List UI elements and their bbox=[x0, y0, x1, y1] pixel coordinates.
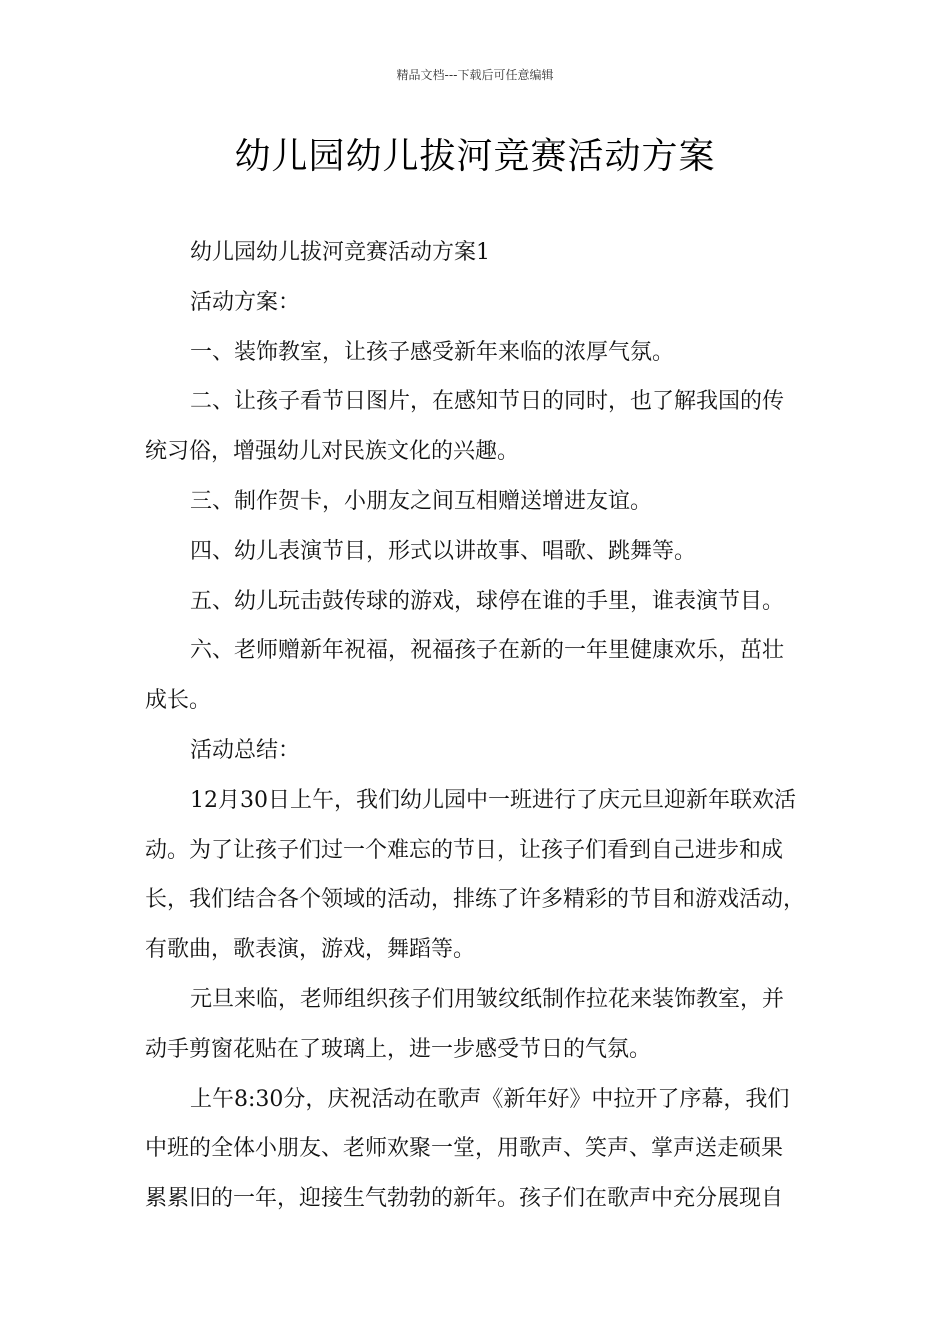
paragraph-line: 有歌曲，歌表演，游戏，舞蹈等。 bbox=[145, 937, 476, 963]
paragraph bbox=[145, 587, 825, 637]
paragraph-line: 活动总结： bbox=[190, 737, 301, 763]
paragraph-line: 长，我们结合各个领域的活动，排练了许多精彩的节目和游戏活动， bbox=[145, 887, 806, 913]
paragraph bbox=[145, 1085, 825, 1234]
paragraph-line: 元旦来临，老师组织孩子们用皱纹纸制作拉花来装饰教室，并 bbox=[190, 986, 785, 1012]
page-header: 精品文档---下载后可任意编辑 bbox=[396, 68, 554, 82]
paragraph-line: 上午8:30分，庆祝活动在歌声《新年好》中拉开了序幕，我们 bbox=[190, 1086, 790, 1112]
paragraph-line: 二、让孩子看节日图片，在感知节日的同时，也了解我国的传 bbox=[190, 389, 785, 415]
paragraph bbox=[145, 238, 825, 288]
paragraph-line: 累累旧的一年，迎接生气勃勃的新年。孩子们在歌声中充分展现自 bbox=[145, 1186, 784, 1212]
paragraph-line: 统习俗，增强幼儿对民族文化的兴趣。 bbox=[145, 439, 520, 465]
document-body bbox=[145, 238, 825, 1234]
paragraph bbox=[145, 636, 825, 736]
paragraph-line: 一、装饰教室，让孩子感受新年来临的浓厚气氛。 bbox=[190, 339, 675, 365]
document-title: 幼儿园幼儿拔河竞赛活动方案 bbox=[234, 136, 716, 177]
paragraph-line: 幼儿园幼儿拔河竞赛活动方案1 bbox=[190, 240, 490, 265]
paragraph-line: 六、老师赠新年祝福，祝福孩子在新的一年里健康欢乐，茁壮 bbox=[190, 638, 785, 664]
paragraph bbox=[145, 487, 825, 537]
paragraph bbox=[145, 387, 825, 487]
paragraph-line: 成长。 bbox=[145, 688, 212, 714]
paragraph-line: 五、幼儿玩击鼓传球的游戏，球停在谁的手里，谁表演节目。 bbox=[190, 588, 785, 614]
paragraph-line: 中班的全体小朋友、老师欢聚一堂，用歌声、笑声、掌声送走硕果 bbox=[145, 1136, 784, 1162]
paragraph-line: 动。为了让孩子们过一个难忘的节日，让孩子们看到自己进步和成 bbox=[145, 837, 784, 863]
paragraph-line: 三、制作贺卡，小朋友之间互相赠送增进友谊。 bbox=[190, 488, 653, 514]
paragraph bbox=[145, 338, 825, 388]
paragraph-line: 12月30日上午，我们幼儿园中一班进行了庆元旦迎新年联欢活 bbox=[190, 787, 796, 813]
paragraph bbox=[145, 985, 825, 1085]
paragraph-line: 四、幼儿表演节目，形式以讲故事、唱歌、跳舞等。 bbox=[190, 538, 697, 564]
paragraph-line: 活动方案： bbox=[190, 289, 301, 315]
paragraph bbox=[145, 736, 825, 786]
paragraph-line: 动手剪窗花贴在了玻璃上，进一步感受节日的气氛。 bbox=[145, 1036, 652, 1062]
paragraph bbox=[145, 288, 825, 338]
paragraph bbox=[145, 786, 825, 985]
paragraph bbox=[145, 537, 825, 587]
